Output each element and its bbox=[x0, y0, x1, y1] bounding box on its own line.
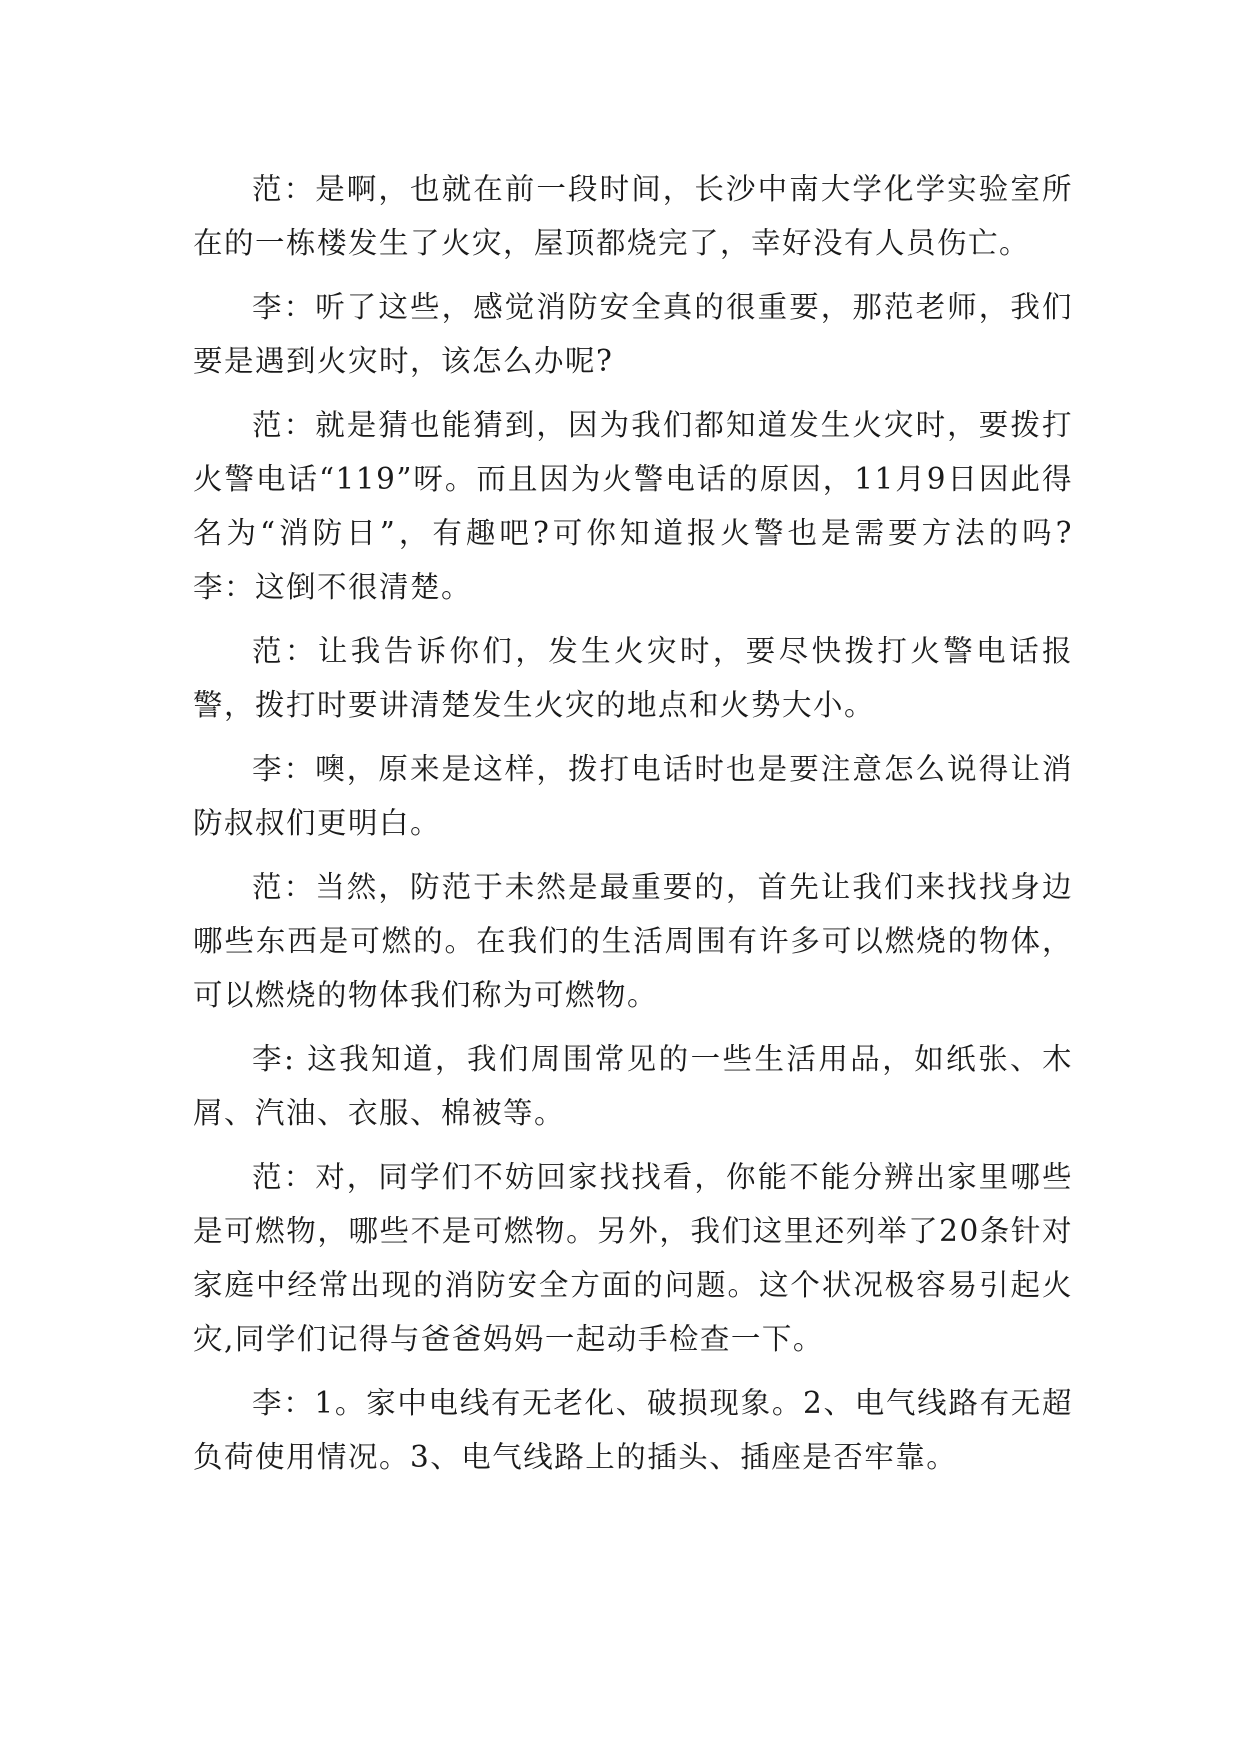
paragraph: 范：让我告诉你们，发生火灾时，要尽快拨打火警电话报警，拨打时要讲清楚发生火灾的地点和火势大小。 bbox=[193, 634, 1073, 722]
paragraph: 范：就是猜也能猜到，因为我们都知道发生火灾时，要拨打火警电话“119”呀。而且因为火警电话的原因，11月9日因此得名为“消防日”，有趣吧?可你知道报火警也是需要方法的吗? 李：这倒不很清楚。 bbox=[193, 408, 1073, 604]
paragraph: 李：听了这些，感觉消防安全真的很重要，那范老师，我们要是遇到火灾时，该怎么办呢? bbox=[193, 290, 1073, 378]
document-body bbox=[193, 162, 1073, 1494]
paragraph: 范：是啊，也就在前一段时间，长沙中南大学化学实验室所在的一栋楼发生了火灾，屋顶都烧完了，幸好没有人员伤亡。 bbox=[193, 172, 1073, 260]
paragraph: 范：对，同学们不妨回家找找看，你能不能分辨出家里哪些是可燃物，哪些不是可燃物。另外，我们这里还列举了20条针对家庭中经常出现的消防安全方面的问题。这个状况极容易引起火灾,同学们记得与爸爸妈妈一起动手检查一下。 bbox=[193, 1160, 1073, 1356]
paragraph: 李: 这我知道，我们周围常见的一些生活用品，如纸张、木屑、汽油、衣服、棉被等。 bbox=[193, 1042, 1073, 1130]
paragraph: 李：1。家中电线有无老化、破损现象。2、电气线路有无超负荷使用情况。3、电气线路上的插头、插座是否牢靠。 bbox=[193, 1386, 1073, 1474]
paragraph: 范：当然，防范于未然是最重要的，首先让我们来找找身边哪些东西是可燃的。在我们的生活周围有许多可以燃烧的物体，可以燃烧的物体我们称为可燃物。 bbox=[193, 870, 1073, 1012]
paragraph: 李：噢，原来是这样，拨打电话时也是要注意怎么说得让消防叔叔们更明白。 bbox=[193, 752, 1073, 840]
